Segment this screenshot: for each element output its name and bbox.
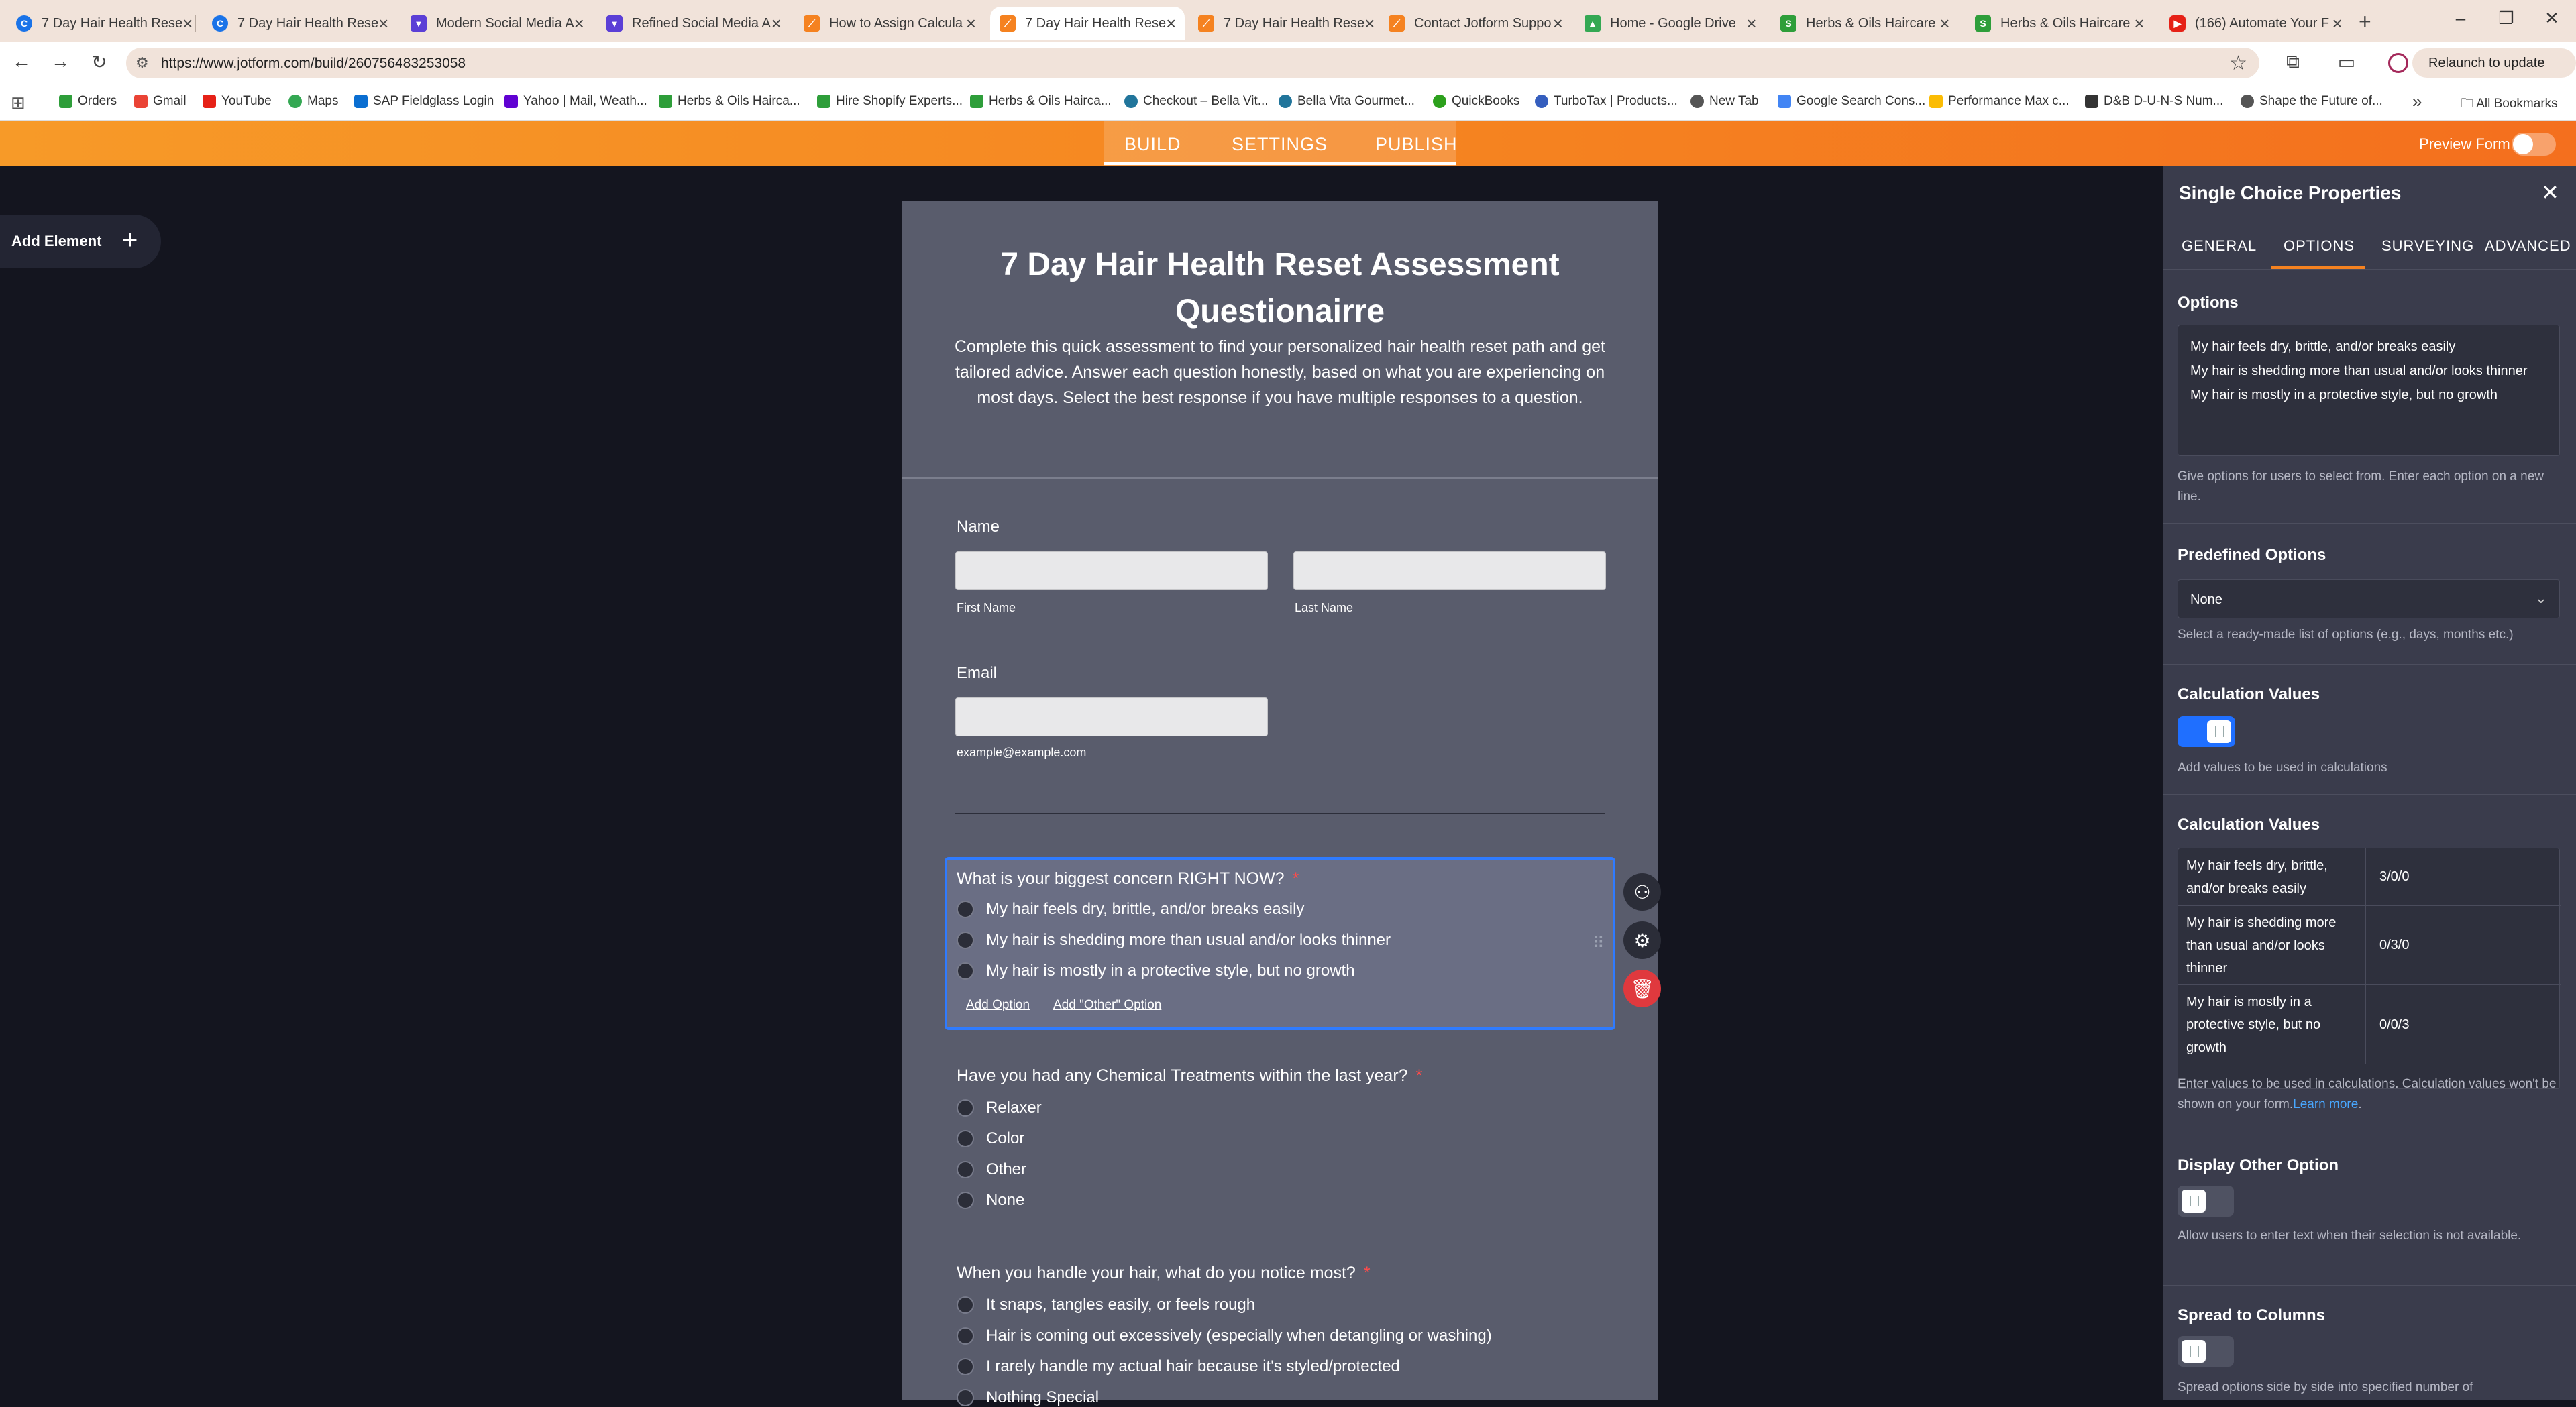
tab-title: Home - Google Drive bbox=[1610, 15, 1736, 31]
option-row[interactable] bbox=[957, 1357, 1400, 1376]
bookmark-item[interactable] bbox=[354, 94, 494, 109]
section-divider bbox=[2163, 664, 2576, 665]
bookmark-favicon-icon bbox=[1690, 95, 1704, 108]
toggle-knob bbox=[2182, 1190, 2206, 1213]
calculation-values-toggle[interactable] bbox=[2178, 716, 2235, 747]
maps-pin-icon bbox=[288, 95, 302, 108]
builder-top-nav bbox=[0, 121, 2576, 166]
properties-panel bbox=[2163, 166, 2576, 1400]
question-handle-hair[interactable] bbox=[957, 1263, 1371, 1283]
tab-title: Herbs & Oils Haircare bbox=[2000, 15, 2131, 31]
tab-surveying[interactable]: SURVEYING bbox=[2381, 237, 2475, 254]
option-row[interactable] bbox=[957, 1099, 1042, 1117]
apps-grid-icon[interactable]: ⊞ bbox=[11, 93, 25, 113]
name-label: Name bbox=[957, 518, 1000, 536]
bookmark-item[interactable] bbox=[1690, 94, 1759, 109]
preview-form-toggle[interactable] bbox=[2512, 133, 2556, 156]
form-header[interactable] bbox=[902, 201, 1658, 479]
option-label: Color bbox=[986, 1129, 1025, 1147]
browser-tab[interactable] bbox=[7, 7, 193, 40]
form-canvas bbox=[902, 201, 1658, 1406]
bookmark-item[interactable] bbox=[1929, 94, 2070, 109]
tab-favicon-icon: ⟋ bbox=[804, 15, 820, 32]
gear-icon[interactable]: ⚙ bbox=[1623, 921, 1661, 959]
tab-title: Modern Social Media A bbox=[436, 15, 574, 31]
calculation-values-label: Calculation Values bbox=[2178, 815, 2320, 834]
display-other-option-toggle[interactable] bbox=[2178, 1186, 2234, 1217]
radio-button[interactable] bbox=[957, 1358, 974, 1375]
shopify-icon bbox=[970, 95, 983, 108]
calc-value-input[interactable]: 0/3/0 bbox=[2379, 938, 2410, 952]
bookmark-label: Shape the Future of... bbox=[2259, 94, 2383, 108]
shopify-icon bbox=[817, 95, 830, 108]
restore-window-button[interactable]: ❐ bbox=[2498, 8, 2514, 28]
back-arrow-icon[interactable]: ← bbox=[12, 51, 31, 72]
bookmark-item[interactable] bbox=[817, 94, 963, 109]
display-other-option-label: Display Other Option bbox=[2178, 1156, 2339, 1174]
close-icon[interactable]: ✕ bbox=[2541, 180, 2559, 205]
bookmark-label: Bella Vita Gourmet... bbox=[1297, 94, 1415, 108]
option-label: Relaxer bbox=[986, 1099, 1042, 1117]
tab-favicon-icon: ⟋ bbox=[1198, 15, 1214, 32]
wordpress-icon bbox=[1124, 95, 1138, 108]
google-search-console-icon bbox=[1778, 95, 1791, 108]
option-row[interactable] bbox=[957, 1388, 1099, 1407]
tab-close-icon[interactable]: × bbox=[2134, 13, 2145, 34]
calculation-values-toggle-help: Add values to be used in calculations bbox=[2178, 761, 2387, 775]
calc-option-label: My hair is mostly in a protective style, but no growth bbox=[2178, 985, 2366, 1064]
address-bar[interactable] bbox=[126, 48, 2259, 78]
calc-option-label: My hair is shedding more than usual and/or looks thinner bbox=[2178, 906, 2366, 984]
tab-close-icon[interactable]: × bbox=[1939, 13, 1950, 34]
tab-close-icon[interactable]: × bbox=[1552, 13, 1563, 34]
yahoo-icon bbox=[504, 95, 518, 108]
email-sublabel: example@example.com bbox=[957, 746, 1087, 759]
more-bookmarks-icon[interactable]: » bbox=[2412, 91, 2422, 111]
folder-icon: 🗀 bbox=[2461, 97, 2477, 111]
section-divider bbox=[2163, 523, 2576, 524]
required-mark: * bbox=[1292, 869, 1299, 888]
tab-close-icon[interactable]: × bbox=[771, 13, 782, 34]
tab-build[interactable]: BUILD bbox=[1124, 134, 1181, 154]
form-description[interactable]: Complete this quick assessment to find your personalized hair health reset path and get tailored advice. Answer each question honestly, based on what you are experiencing on most days. Select the best response if you have multiple responses to a question. bbox=[955, 337, 1605, 407]
add-element-label: Add Element bbox=[11, 233, 102, 249]
required-mark: * bbox=[1363, 1263, 1371, 1282]
trash-icon[interactable]: 🗑 bbox=[1623, 970, 1661, 1007]
tab-title: Refined Social Media A bbox=[632, 15, 771, 31]
bookmark-item[interactable] bbox=[203, 94, 272, 109]
radio-button[interactable] bbox=[957, 1161, 974, 1178]
bookmark-label: Herbs & Oils Hairca... bbox=[989, 94, 1112, 108]
browser-tab[interactable] bbox=[1771, 7, 1963, 40]
bookmark-label: YouTube bbox=[221, 94, 272, 108]
last-name-input[interactable] bbox=[1293, 551, 1606, 590]
options-label: Options bbox=[2178, 294, 2239, 312]
bookmark-item[interactable] bbox=[1124, 94, 1269, 109]
browser-toolbar bbox=[0, 42, 2576, 85]
chevron-down-icon: ⌄ bbox=[2534, 589, 2547, 606]
calc-value-row bbox=[2178, 985, 2561, 1064]
shopify-icon: S bbox=[1780, 15, 1796, 32]
tab-title: How to Assign Calcula bbox=[829, 15, 963, 31]
new-tab-button[interactable]: + bbox=[2359, 9, 2371, 34]
tab-favicon-icon: C bbox=[212, 15, 228, 32]
tab-settings[interactable]: SETTINGS bbox=[1232, 134, 1328, 154]
add-option-link[interactable]: Add Option bbox=[966, 998, 1030, 1012]
bookmark-label: QuickBooks bbox=[1452, 94, 1520, 108]
youtube-icon: ▶ bbox=[2169, 15, 2186, 32]
tab-close-icon[interactable]: × bbox=[378, 13, 389, 34]
panel-title: Single Choice Properties bbox=[2179, 182, 2402, 203]
browser-tab-active[interactable] bbox=[990, 7, 1185, 40]
radio-button[interactable] bbox=[957, 932, 974, 949]
bookmark-item[interactable] bbox=[504, 94, 647, 109]
question-title-text: What is your biggest concern RIGHT NOW? bbox=[957, 869, 1285, 888]
tab-favicon-icon: ⟋ bbox=[1389, 15, 1405, 32]
email-input[interactable] bbox=[955, 697, 1268, 736]
calc-value-input[interactable]: 0/0/3 bbox=[2379, 1017, 2410, 1032]
add-element-button[interactable] bbox=[0, 215, 161, 268]
tab-title: 7 Day Hair Health Rese bbox=[1025, 15, 1167, 31]
google-ads-icon bbox=[1929, 95, 1943, 108]
tab-close-icon[interactable]: × bbox=[574, 13, 584, 34]
learn-more-link[interactable]: Learn more bbox=[2293, 1097, 2359, 1111]
option-row[interactable] bbox=[957, 962, 1355, 980]
display-other-option-help: Allow users to enter text when their selection is not available. bbox=[2178, 1229, 2522, 1243]
calc-value-row bbox=[2178, 848, 2561, 906]
predefined-options-label: Predefined Options bbox=[2178, 546, 2326, 564]
browser-tab[interactable] bbox=[1379, 7, 1574, 40]
toggle-knob bbox=[2513, 134, 2533, 154]
bookmark-label: Orders bbox=[78, 94, 117, 108]
bookmark-item[interactable] bbox=[2085, 94, 2223, 109]
minimize-window-button[interactable]: – bbox=[2455, 8, 2466, 28]
panel-divider bbox=[2163, 269, 2576, 270]
first-name-input[interactable] bbox=[955, 551, 1268, 590]
bookmark-label: TurboTax | Products... bbox=[1554, 94, 1678, 108]
bookmark-label: Maps bbox=[307, 94, 339, 108]
options-help: Give options for users to select from. Enter each option on a new line. bbox=[2178, 469, 2544, 504]
bookmark-item[interactable] bbox=[288, 94, 338, 109]
tab-close-icon[interactable]: × bbox=[2332, 13, 2343, 34]
bookmark-item[interactable] bbox=[59, 94, 117, 109]
browser-tab[interactable] bbox=[401, 7, 593, 40]
bookmark-label: Gmail bbox=[153, 94, 186, 108]
predefined-options-select[interactable] bbox=[2178, 579, 2560, 618]
bookmark-item[interactable] bbox=[1279, 94, 1415, 109]
browser-tab[interactable] bbox=[1189, 7, 1377, 40]
extensions-icon[interactable]: ⧉ bbox=[2286, 51, 2300, 72]
first-name-sublabel: First Name bbox=[957, 601, 1016, 614]
form-title[interactable]: 7 Day Hair Health Reset Assessment Questionairre bbox=[1000, 247, 1560, 329]
radio-button[interactable] bbox=[957, 1192, 974, 1209]
form-divider bbox=[955, 813, 1605, 814]
option-label: My hair is shedding more than usual and/or looks thinner bbox=[986, 931, 1391, 949]
question-title-text: When you handle your hair, what do you notice most? bbox=[957, 1263, 1356, 1282]
section-divider bbox=[2163, 794, 2576, 795]
bookmark-item[interactable] bbox=[1535, 94, 1678, 109]
question-chemical-treatments[interactable] bbox=[957, 1066, 1422, 1086]
url-text[interactable]: https://www.jotform.com/build/260756483253058 bbox=[161, 56, 466, 71]
shopify-icon: S bbox=[1975, 15, 1991, 32]
option-row[interactable] bbox=[957, 1327, 1492, 1345]
bookmark-star-icon[interactable]: ☆ bbox=[2229, 52, 2247, 74]
tab-favicon-icon: ▾ bbox=[411, 15, 427, 32]
bookmark-favicon-icon bbox=[59, 95, 72, 108]
shopify-icon bbox=[659, 95, 672, 108]
option-row[interactable] bbox=[957, 931, 1391, 950]
question-title[interactable] bbox=[957, 869, 1299, 889]
calculation-values-help-text: Enter values to be used in calculations. Calculation values won't be shown on your form. bbox=[2178, 1077, 2557, 1111]
dnb-icon bbox=[2085, 95, 2098, 108]
forward-arrow-icon[interactable]: → bbox=[51, 51, 70, 72]
option-label: None bbox=[986, 1191, 1025, 1209]
bookmark-item[interactable] bbox=[134, 94, 186, 109]
tab-close-icon[interactable]: × bbox=[1746, 13, 1757, 34]
tab-separator bbox=[195, 15, 196, 32]
active-tab-underline bbox=[1104, 162, 1456, 165]
gmail-icon bbox=[134, 95, 148, 108]
bookmarks-bar bbox=[0, 85, 2576, 121]
option-label: It snaps, tangles easily, or feels rough bbox=[986, 1296, 1256, 1314]
options-textarea[interactable]: My hair feels dry, brittle, and/or breaks easily My hair is shedding more than usual and/or looks thinner My hair is mostly in a protective style, but no growth bbox=[2178, 325, 2560, 456]
tab-title: Herbs & Oils Haircare bbox=[1806, 15, 1936, 31]
preview-form-label: Preview Form bbox=[2419, 135, 2510, 152]
radio-button[interactable] bbox=[957, 1389, 974, 1406]
conditions-tree-icon[interactable]: ⚇ bbox=[1623, 873, 1661, 911]
bookmark-label: Hire Shopify Experts... bbox=[836, 94, 963, 108]
radio-button[interactable] bbox=[957, 1130, 974, 1147]
tab-close-icon[interactable]: × bbox=[1166, 13, 1177, 34]
wordpress-icon bbox=[1279, 95, 1292, 108]
tab-advanced[interactable]: ADVANCED bbox=[2485, 237, 2571, 254]
bookmark-favicon-icon bbox=[2241, 95, 2254, 108]
browser-tab[interactable] bbox=[2160, 7, 2355, 40]
bookmark-label: Herbs & Oils Hairca... bbox=[678, 94, 800, 108]
bookmark-item[interactable] bbox=[1778, 94, 1925, 109]
all-bookmarks-button[interactable] bbox=[2461, 94, 2558, 115]
section-divider bbox=[2163, 1285, 2576, 1286]
tab-title: 7 Day Hair Health Rese bbox=[42, 15, 183, 31]
option-label: Hair is coming out excessively (especially when detangling or washing) bbox=[986, 1327, 1492, 1345]
drag-handle-icon[interactable]: ⠿ bbox=[1593, 934, 1605, 952]
spread-to-columns-label: Spread to Columns bbox=[2178, 1306, 2326, 1325]
predefined-options-help: Select a ready-made list of options (e.g., days, months etc.) bbox=[2178, 628, 2514, 642]
calculation-values-table bbox=[2178, 848, 2560, 1089]
calc-value-row bbox=[2178, 906, 2561, 985]
site-info-icon[interactable]: ⚙ bbox=[136, 54, 149, 71]
google-drive-icon: ▲ bbox=[1585, 15, 1601, 32]
tab-title: 7 Day Hair Health Rese bbox=[237, 15, 379, 31]
close-window-button[interactable]: ✕ bbox=[2544, 8, 2559, 28]
quickbooks-icon bbox=[1433, 95, 1446, 108]
add-other-option-link[interactable]: Add "Other" Option bbox=[1053, 998, 1162, 1012]
option-label: I rarely handle my actual hair because it's styled/protected bbox=[986, 1357, 1400, 1375]
radio-button[interactable] bbox=[957, 1099, 974, 1117]
tab-title: Contact Jotform Suppo bbox=[1414, 15, 1552, 31]
bookmark-label: Performance Max c... bbox=[1948, 94, 2070, 108]
tab-title: 7 Day Hair Health Rese bbox=[1224, 15, 1365, 31]
tab-close-icon[interactable]: × bbox=[965, 13, 977, 34]
tab-favicon-icon: ▾ bbox=[606, 15, 623, 32]
calc-option-label: My hair feels dry, brittle, and/or breaks easily bbox=[2178, 848, 2366, 905]
profile-avatar[interactable] bbox=[2388, 53, 2408, 73]
plus-icon: + bbox=[122, 225, 138, 255]
question-title-text: Have you had any Chemical Treatments within the last year? bbox=[957, 1066, 1408, 1085]
option-row[interactable] bbox=[957, 900, 1304, 919]
tab-close-icon[interactable]: × bbox=[182, 13, 193, 34]
bookmark-item[interactable] bbox=[2241, 94, 2383, 109]
all-bookmarks-label: All Bookmarks bbox=[2476, 97, 2558, 111]
bookmark-item[interactable] bbox=[970, 94, 1112, 109]
browser-tab[interactable] bbox=[794, 7, 989, 40]
calculation-values-toggle-label: Calculation Values bbox=[2178, 685, 2320, 704]
browser-tab[interactable] bbox=[597, 7, 792, 40]
spread-to-columns-toggle[interactable] bbox=[2178, 1336, 2234, 1367]
toggle-knob bbox=[2207, 720, 2231, 743]
required-mark: * bbox=[1415, 1066, 1423, 1085]
option-label: My hair is mostly in a protective style, but no growth bbox=[986, 962, 1355, 980]
relaunch-label: Relaunch to update bbox=[2428, 56, 2545, 70]
tab-favicon-icon: ⟋ bbox=[1000, 15, 1016, 32]
question-biggest-concern[interactable] bbox=[945, 857, 1615, 1030]
option-row[interactable] bbox=[957, 1296, 1255, 1314]
bookmark-label: Checkout – Bella Vit... bbox=[1143, 94, 1269, 108]
tab-general[interactable]: GENERAL bbox=[2182, 237, 2257, 254]
spread-to-columns-help: Spread options side by side into specified number of bbox=[2178, 1380, 2473, 1394]
turbotax-icon bbox=[1535, 95, 1548, 108]
option-label: My hair feels dry, brittle, and/or breaks easily bbox=[986, 900, 1305, 918]
relaunch-button[interactable] bbox=[2412, 48, 2576, 78]
email-label: Email bbox=[957, 664, 998, 682]
toggle-knob bbox=[2182, 1340, 2206, 1363]
bookmark-label: Google Search Cons... bbox=[1796, 94, 1926, 108]
bookmark-label: New Tab bbox=[1709, 94, 1759, 108]
option-label: Other bbox=[986, 1160, 1027, 1178]
calc-value-input[interactable]: 3/0/0 bbox=[2379, 869, 2410, 884]
browser-tab[interactable] bbox=[1575, 7, 1770, 40]
bookmark-label: SAP Fieldglass Login bbox=[373, 94, 494, 108]
bookmark-label: D&B D-U-N-S Num... bbox=[2104, 94, 2224, 108]
browser-tab[interactable] bbox=[203, 7, 394, 40]
browser-tab-strip bbox=[0, 0, 2576, 42]
predefined-options-value: None bbox=[2190, 592, 2222, 607]
option-row[interactable] bbox=[957, 1129, 1024, 1148]
browser-tab[interactable] bbox=[1966, 7, 2157, 40]
radio-button[interactable] bbox=[957, 1327, 974, 1345]
option-label: Nothing Special bbox=[986, 1388, 1099, 1406]
calculation-values-help: Enter values to be used in calculations. Calculation values won't be shown on your form.Learn more. bbox=[2178, 1077, 2557, 1111]
tab-close-icon[interactable]: × bbox=[1364, 13, 1375, 34]
option-row[interactable] bbox=[957, 1191, 1024, 1210]
youtube-icon bbox=[203, 95, 216, 108]
radio-button[interactable] bbox=[957, 1296, 974, 1314]
bookmark-item[interactable] bbox=[659, 94, 800, 109]
tab-favicon-icon: C bbox=[16, 15, 32, 32]
tab-search-icon[interactable]: ▭ bbox=[2337, 52, 2356, 72]
tab-publish[interactable]: PUBLISH bbox=[1375, 134, 1458, 154]
bookmark-label: Yahoo | Mail, Weath... bbox=[523, 94, 647, 108]
reload-icon[interactable]: ↻ bbox=[91, 52, 107, 72]
radio-button[interactable] bbox=[957, 901, 974, 918]
tab-title: (166) Automate Your F bbox=[2195, 15, 2330, 31]
option-row[interactable] bbox=[957, 1160, 1026, 1179]
tab-options[interactable]: OPTIONS bbox=[2284, 237, 2355, 254]
last-name-sublabel: Last Name bbox=[1295, 601, 1354, 614]
radio-button[interactable] bbox=[957, 962, 974, 980]
bookmark-favicon-icon bbox=[354, 95, 368, 108]
bookmark-item[interactable] bbox=[1433, 94, 1519, 109]
